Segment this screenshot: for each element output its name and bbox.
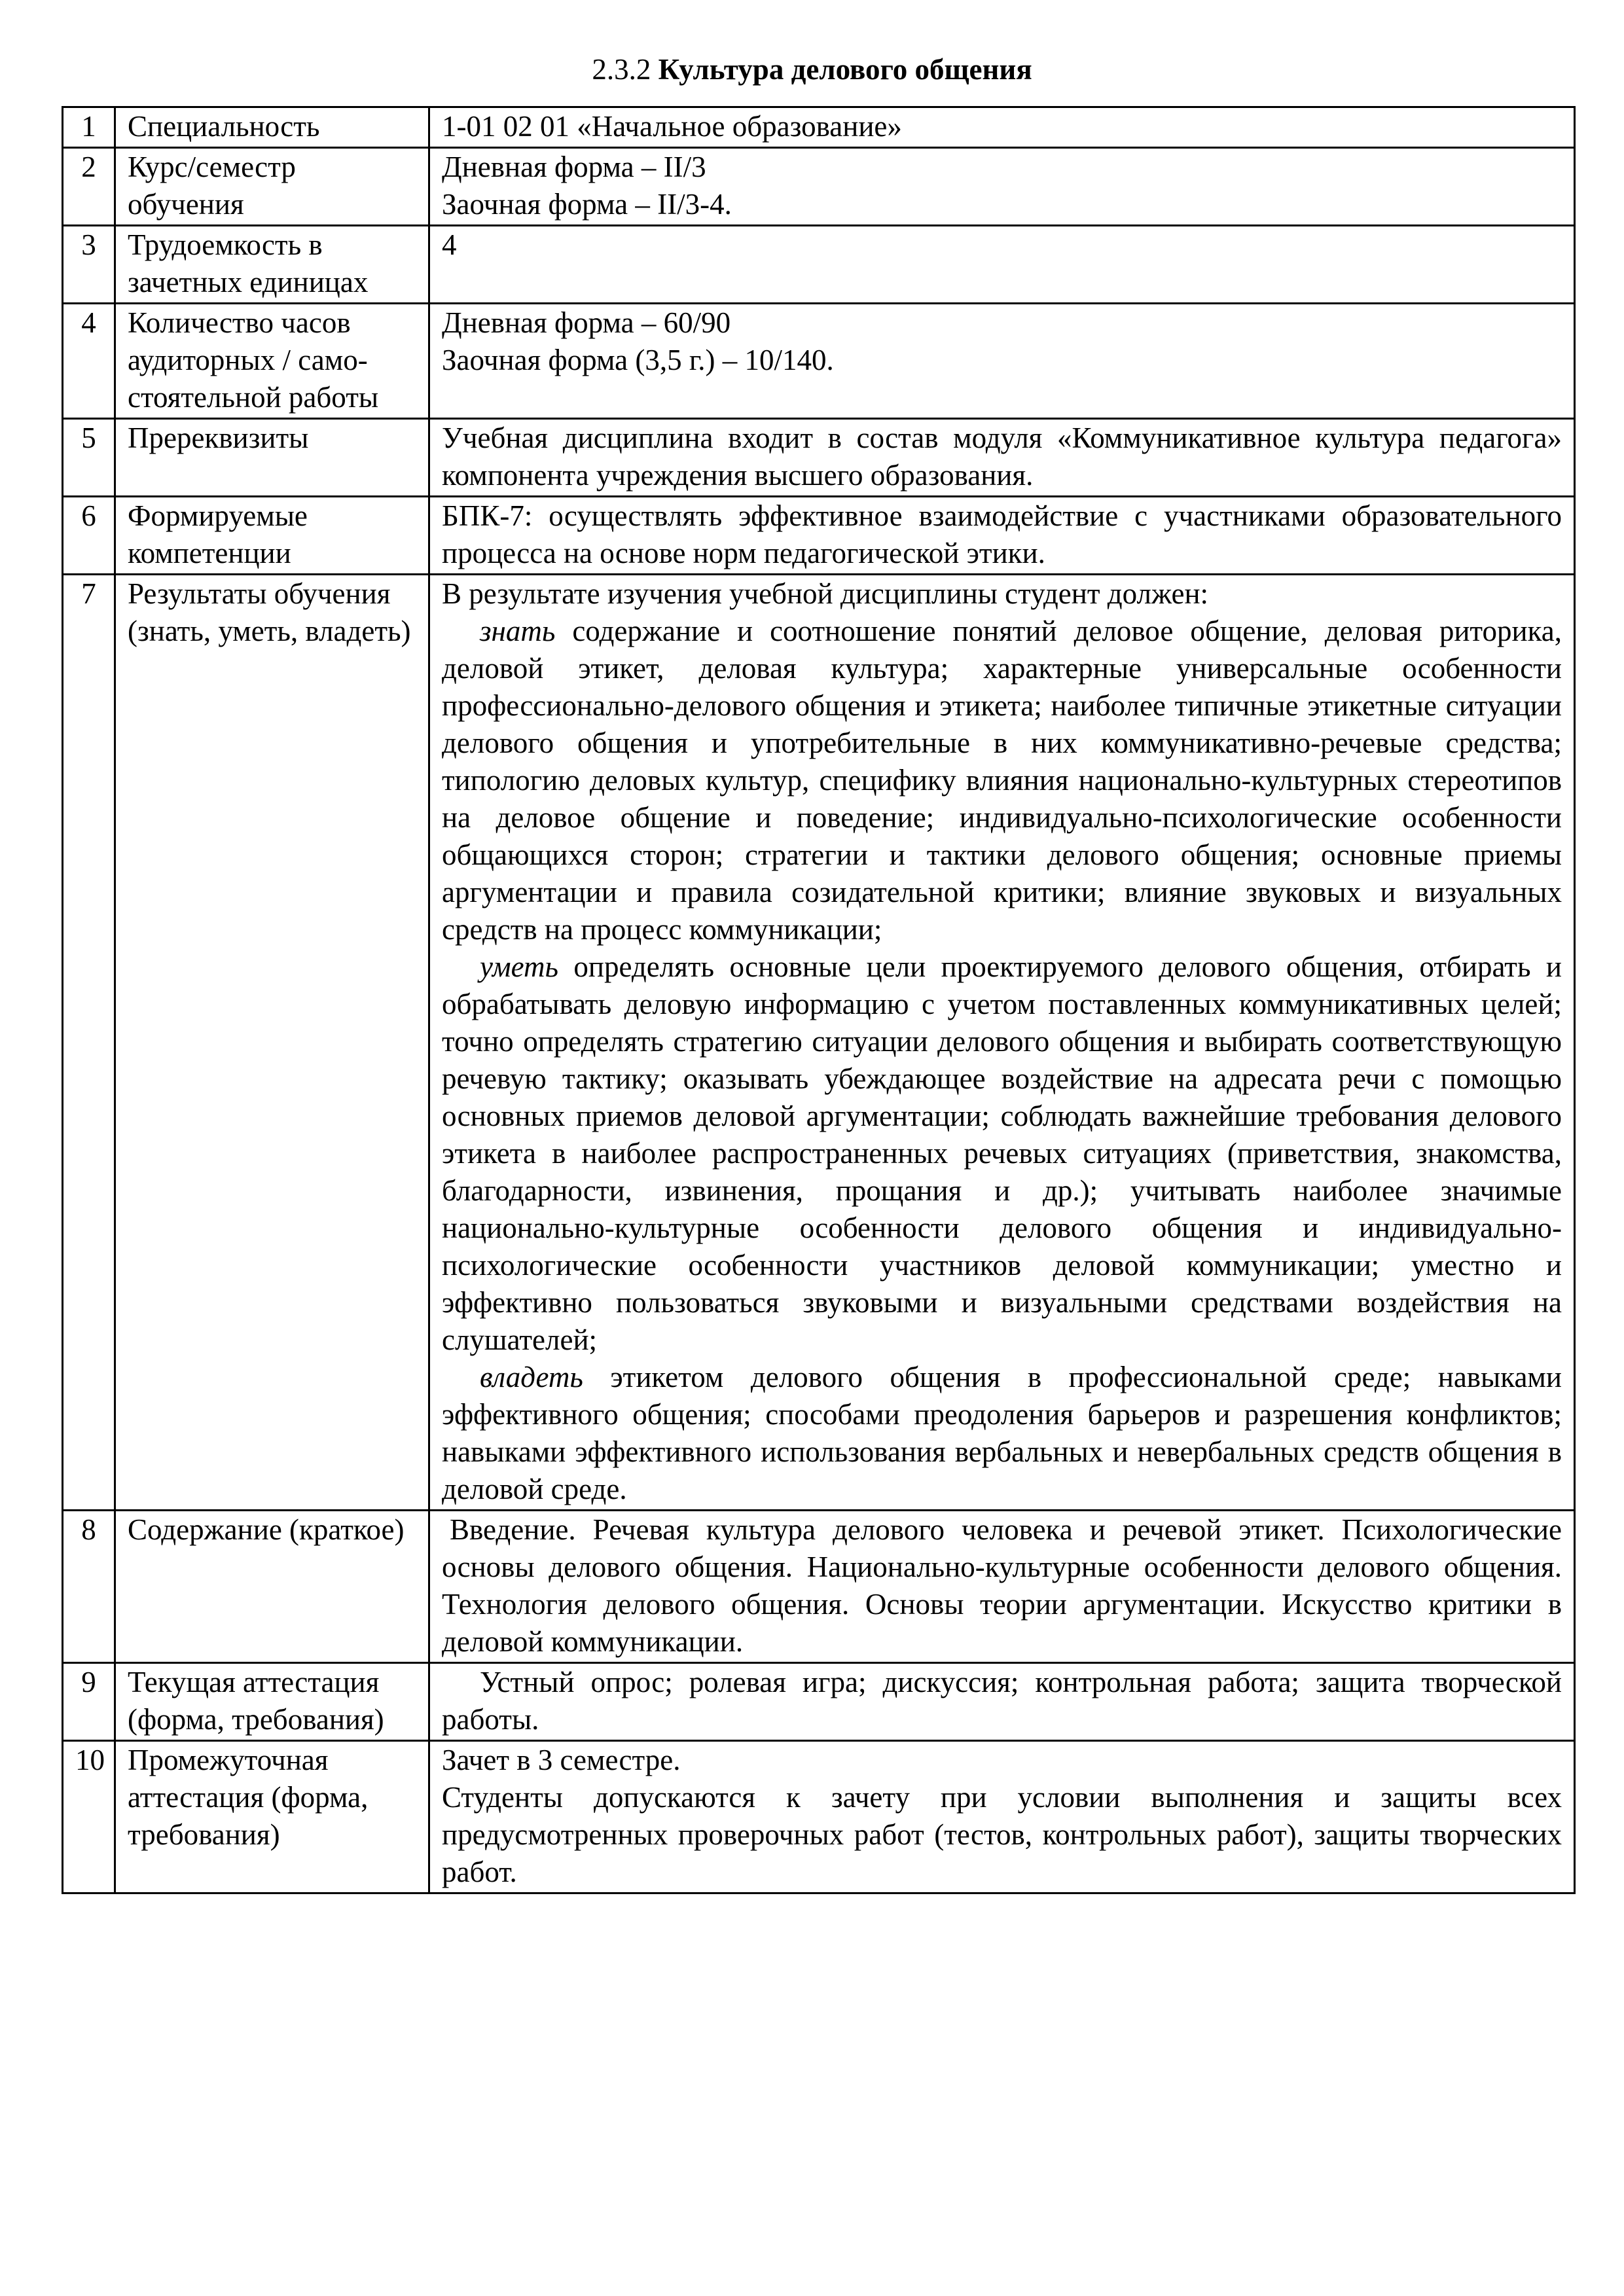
section-number: 2.3.2 xyxy=(592,53,651,86)
results-know xyxy=(442,613,1562,948)
value-line: Заочная форма – II/3-4. xyxy=(442,188,732,221)
table-row xyxy=(63,304,1575,419)
row-value xyxy=(429,304,1575,419)
can-text: определять основные цели проектируемого делового общения, отбирать и обрабатывать деловую информацию с учетом поставленных коммуникативных целей; точно определять стратегию ситуации делового общения и выбирать соответствующую речевую тактику; оказывать убеждающее воздействие на адресата речи с помощью основных приемов деловой аргументации; соблюдать важнейшие требования делового этикета в наиболее распространенных речевых ситуациях (приветствия, знакомства, благодарности, извинения, прощания и др.); учитывать наиболее значимые национально-культурные особенности делового общения и индивидуально-психологические особенности участников деловой коммуникации; уместно и эффективно пользоваться звуковыми и визуальными средствами воздействия на слушателей; xyxy=(442,950,1562,1356)
know-text: содержание и соотношение понятий деловое общение, деловая риторика, деловой этикет, деловая культура; характерные универсальные особенности профессионально-делового общения и этикета; наиболее типичные этикетные ситуации делового общения и употребительные в них коммуникативно-речевые средства; типологию деловых культур, специфику влияния национально-культурных стереотипов на деловое общение и поведение; индивидуально-психологические особенности общающихся сторон; стратегии и тактики делового общения; основные приемы аргументации и правила созидательной критики; влияние звуковых и визуальных средств на процесс коммуникации; xyxy=(442,615,1562,946)
row-label: Содержание (краткое) xyxy=(115,1511,429,1663)
row-label: Курс/семестр обучения xyxy=(115,148,429,226)
table-row xyxy=(63,107,1575,148)
row-label: Результаты обучения (знать, уметь, владеть) xyxy=(115,575,429,1511)
row-value xyxy=(429,107,1575,148)
row-label: Специальность xyxy=(115,107,429,148)
row-number: 4 xyxy=(63,304,115,419)
value-line: 1-01 02 01 «Начальное образование» xyxy=(442,110,902,143)
table-row xyxy=(63,1741,1575,1893)
row-value: Учебная дисциплина входит в состав модуля «Коммуникативное культура педагога» компонента учреждения высшего образования. xyxy=(429,419,1575,497)
row-label: Промежуточная аттестация (форма, требования) xyxy=(115,1741,429,1893)
credit-line: Зачет в 3 семестре. xyxy=(442,1744,681,1776)
row-number: 6 xyxy=(63,497,115,575)
row-number: 1 xyxy=(63,107,115,148)
row-value xyxy=(429,1663,1575,1741)
value-line: Заочная форма (3,5 г.) – 10/140. xyxy=(442,344,834,376)
results-intro: В результате изучения учебной дисциплины студент должен: xyxy=(442,577,1209,610)
row-value xyxy=(429,1741,1575,1893)
row-number: 8 xyxy=(63,1511,115,1663)
row-value xyxy=(429,148,1575,226)
table-row xyxy=(63,1663,1575,1741)
page-title xyxy=(0,51,1624,88)
row-number: 9 xyxy=(63,1663,115,1741)
table-row xyxy=(63,419,1575,497)
table-row xyxy=(63,148,1575,226)
row-value xyxy=(429,226,1575,304)
table-row xyxy=(63,226,1575,304)
value-line: 4 xyxy=(442,228,457,261)
know-term: знать xyxy=(480,615,556,647)
row-label: Текущая аттестация (форма, требования) xyxy=(115,1663,429,1741)
own-term: владеть xyxy=(480,1361,583,1393)
row-number: 5 xyxy=(63,419,115,497)
results-can xyxy=(442,948,1562,1359)
own-text: этикетом делового общения в профессиональной среде; навыками эффективного общения; способами преодоления барьеров и разрешения конфликтов; навыками эффективного использования вербальных и невербальных средств общения в деловой среде. xyxy=(442,1361,1562,1505)
value-line: Дневная форма – 60/90 xyxy=(442,306,731,339)
table-row xyxy=(63,1511,1575,1663)
row-number: 2 xyxy=(63,148,115,226)
table-row xyxy=(63,497,1575,575)
row-label: Количество часов аудиторных / само-стоятельной работы xyxy=(115,304,429,419)
table-row xyxy=(63,575,1575,1511)
value-line: Дневная форма – II/3 xyxy=(442,151,706,183)
content-text: Введение. Речевая культура делового человека и речевой этикет. Психологические основы делового общения. Национально-культурные особенности делового общения. Технология делового общения. Основы теории аргументации. Искусство критики в деловой коммуникации. xyxy=(442,1513,1562,1658)
row-value xyxy=(429,1511,1575,1663)
row-value: БПК-7: осуществлять эффективное взаимодействие с участниками образовательного процесса на основе норм педагогической этики. xyxy=(429,497,1575,575)
row-value xyxy=(429,575,1575,1511)
results-own xyxy=(442,1359,1562,1508)
row-label: Пререквизиты xyxy=(115,419,429,497)
can-term: уметь xyxy=(480,950,558,983)
syllabus-table xyxy=(62,106,1576,1894)
assessment-text: Устный опрос; ролевая игра; дискуссия; контрольная работа; защита творческой работы. xyxy=(442,1666,1562,1736)
row-number: 7 xyxy=(63,575,115,1511)
row-label: Формируемые компетенции xyxy=(115,497,429,575)
row-number: 10 xyxy=(63,1741,115,1893)
row-label: Трудоемкость в зачетных единицах xyxy=(115,226,429,304)
row-number: 3 xyxy=(63,226,115,304)
credit-requirements: Студенты допускаются к зачету при условии выполнения и защиты всех предусмотренных проверочных работ (тестов, контрольных работ), защиты творческих работ. xyxy=(442,1781,1562,1888)
section-name: Культура делового общения xyxy=(658,53,1032,86)
